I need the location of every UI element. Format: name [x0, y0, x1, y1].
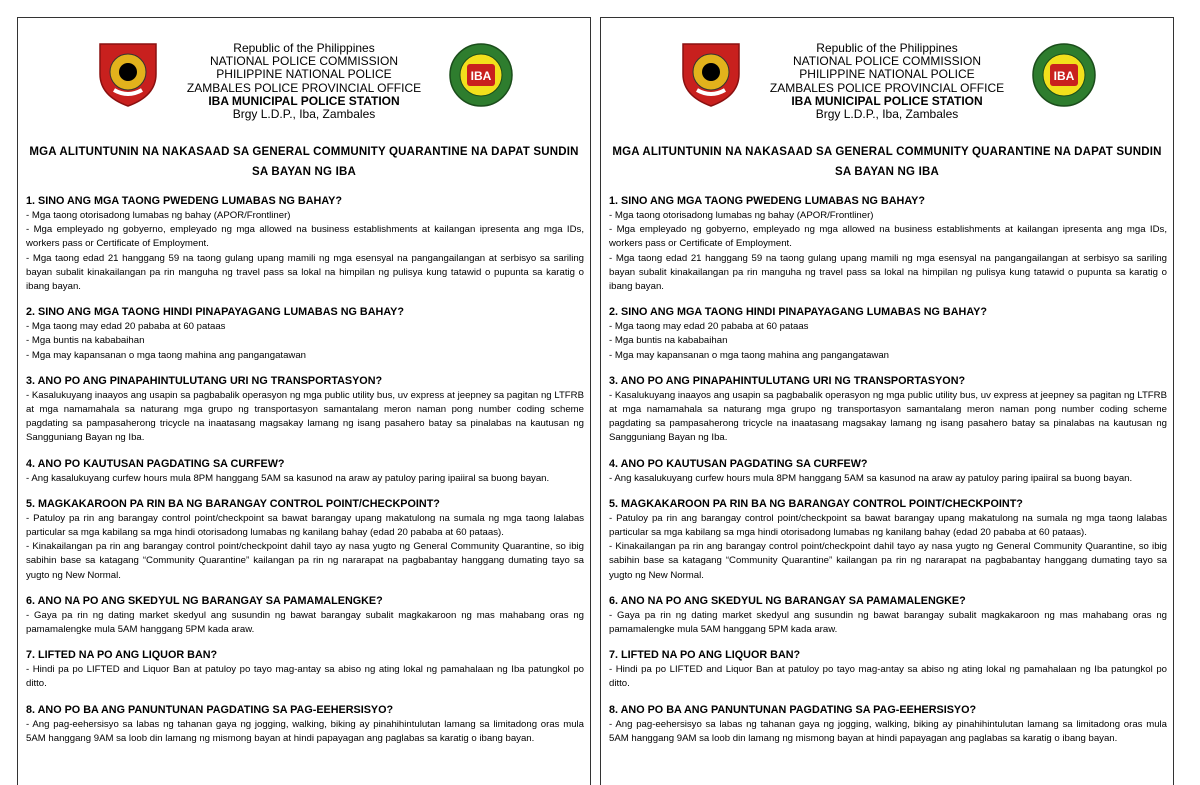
faq-question: 3. ANO PO ANG PINAPAHINTULUTANG URI NG TRANSPORTASYON?	[26, 374, 383, 387]
faq-answer-line: - Mga taong otorisadong lumabas ng bahay (APOR/Frontliner)	[609, 210, 874, 221]
faq-question: 1. SINO ANG MGA TAONG PWEDENG LUMABAS NG BAHAY?	[26, 195, 342, 207]
faq-section	[26, 305, 584, 363]
header-line-1: Republic of the Philippines	[816, 41, 958, 55]
letterhead	[18, 18, 590, 128]
faq-question: 7. LIFTED NA PO ANG LIQUOR BAN?	[26, 649, 218, 662]
faq-answer-line: - Mga may kapansanan o mga taong mahina ang pangangatawan	[26, 349, 307, 361]
faq-answer-line: - Mga may kapansanan o mga taong mahina ang pangangatawan	[609, 349, 890, 361]
faq-question: 2. SINO ANG MGA TAONG HINDI PINAPAYAGANG LUMABAS NG BAHAY?	[609, 306, 987, 319]
faq-body	[601, 194, 1173, 746]
faq-section	[26, 497, 584, 583]
seal-abbr: IBA	[1053, 69, 1075, 83]
faq-answer-line: - Hindi pa po LIFTED and Liquor Ban at patuloy po tayo mag-antay sa abiso ng ating lokal ng pamahalaan ng Iba patungkol po ditto.	[26, 664, 584, 690]
faq-question: 7. LIFTED NA PO ANG LIQUOR BAN?	[609, 649, 801, 662]
faq-answer-line: - Ang pag-eehersisyo sa labas ng tahanan gaya ng jogging, walking, biking ay pinahihintulutan lamang sa limitadong oras mula 5AM hanggang 9AM sa loob din lamang ng mismong bayan at hindi papayagan ang paglabas sa karatig o ibang bayan.	[26, 718, 584, 744]
faq-answer-line: - Mga taong may edad 20 pababa at 60 pataas	[26, 321, 226, 333]
iba-police-seal-icon	[448, 42, 514, 113]
faq-answer-line: - Mga empleyado ng gobyerno, empleyado ng mga allowed na business establishments at kailangan ipresenta ang mga IDs, workers pass or Certificate of Employment.	[609, 224, 1167, 250]
faq-answer-line: - Hindi pa po LIFTED and Liquor Ban at patuloy po tayo mag-antay sa abiso ng ating lokal ng pamahalaan ng Iba patungkol po ditto.	[609, 664, 1167, 690]
faq-section	[609, 374, 1167, 446]
faq-section	[609, 305, 1167, 363]
faq-answer-line: - Patuloy pa rin ang barangay control point/checkpoint sa bawat barangay upang makatulong na sumala ng mga taong lalabas particular sa mga kabilang sa mga hindi otorisadong lumabas ng kanilang bahay (edad 20 pababa at 60 pataas).	[26, 512, 584, 539]
flyer-right	[600, 17, 1174, 785]
header-line-1: Republic of the Philippines	[233, 41, 375, 55]
letterhead	[601, 18, 1173, 128]
faq-answer-line: - Mga taong may edad 20 pababa at 60 pataas	[609, 321, 809, 333]
faq-section	[26, 594, 584, 637]
header-line-6: Brgy L.D.P., Iba, Zambales	[232, 107, 376, 122]
faq-answer-line: - Kasalukuyang inaayos ang usapin sa pagbabalik operasyon ng mga public utility bus, uv express at jeepney sa pagitan ng LTFRB at mga namamahala sa naturang mga grupo ng transportasyon samantalang meron naman pong number coding scheme pagdating sa pampasaherong tricycle na inaatasang magsakay lamang ng isang pasahero batay sa pinalabas na kautusan ng Sangguniang Bayan ng Iba.	[26, 389, 584, 444]
faq-question: 4. ANO PO KAUTUSAN PAGDATING SA CURFEW?	[26, 457, 285, 470]
header-line-2: NATIONAL POLICE COMMISSION	[792, 54, 982, 69]
header-line-4: ZAMBALES POLICE PROVINCIAL OFFICE	[769, 80, 1005, 95]
faq-question: 8. ANO PO BA ANG PANUNTUNAN PAGDATING SA PAG-EEHERSISYO?	[26, 703, 394, 716]
iba-police-seal-icon	[1031, 42, 1097, 113]
faq-answer-line: - Kasalukuyang inaayos ang usapin sa pagbabalik operasyon ng mga public utility bus, uv express at jeepney sa pagitan ng LTFRB at mga namamahala sa naturang mga grupo ng transportasyon samantalang meron naman pong number coding scheme pagdating sa pampasaherong tricycle na inaatasang magsakay lamang ng isang pasahero batay sa pinalabas na kautusan ng Sangguniang Bayan ng Iba.	[609, 389, 1167, 444]
faq-answer-line: - Mga taong otorisadong lumabas ng bahay (APOR/Frontliner)	[26, 210, 291, 221]
faq-answer-line: - Ang pag-eehersisyo sa labas ng tahanan gaya ng jogging, walking, biking ay pinahihintulutan lamang sa limitadong oras mula 5AM hanggang 9AM sa loob din lamang ng mismong bayan at hindi papayagan ang paglabas sa karatig o ibang bayan.	[609, 718, 1167, 744]
header-line-3: PHILIPPINE NATIONAL POLICE	[799, 67, 975, 82]
faq-question: 1. SINO ANG MGA TAONG PWEDENG LUMABAS NG BAHAY?	[609, 195, 925, 207]
faq-answer-line: - Gaya pa rin ng dating market skedyul ang susundin ng bawat barangay subalit magkakaroon ng mas mahabang oras ng pamamalengke mula 5AM hanggang 5PM kada araw.	[26, 609, 584, 636]
header-line-5: IBA MUNICIPAL POLICE STATION	[208, 93, 400, 108]
header-line-3: PHILIPPINE NATIONAL POLICE	[216, 67, 392, 82]
faq-question: 3. ANO PO ANG PINAPAHINTULUTANG URI NG TRANSPORTASYON?	[609, 374, 966, 387]
faq-answer-line: - Mga buntis na kababaihan	[26, 335, 145, 347]
faq-section	[609, 457, 1167, 486]
header-line-5: IBA MUNICIPAL POLICE STATION	[791, 93, 983, 108]
faq-section	[26, 457, 584, 486]
header-line-2: NATIONAL POLICE COMMISSION	[209, 54, 399, 69]
header-line-4: ZAMBALES POLICE PROVINCIAL OFFICE	[186, 80, 422, 95]
faq-question: 6. ANO NA PO ANG SKEDYUL NG BARANGAY SA PAMAMALENGKE?	[609, 594, 966, 607]
faq-answer-line: - Ang kasalukuyang curfew hours mula 8PM hanggang 5AM sa kasunod na araw ay patuloy paring ipaiiral sa buong bayan.	[609, 472, 1133, 484]
faq-question: 5. MAGKAKAROON PA RIN BA NG BARANGAY CONTROL POINT/CHECKPOINT?	[26, 497, 440, 510]
faq-section	[26, 194, 584, 294]
faq-answer-line: - Kinakailangan pa rin ang barangay control point/checkpoint dahil tayo ay nasa yugto ng General Community Quarantine, so ibig sabihin base sa katagang “Community Quarantine” kailangan pa rin ng nararapat na pagbabantay hanggang dumating tayo sa yugto ng New Normal.	[26, 541, 584, 581]
faq-question: 8. ANO PO BA ANG PANUNTUNAN PAGDATING SA PAG-EEHERSISYO?	[609, 703, 977, 716]
faq-section	[609, 703, 1167, 746]
faq-answer-line: - Patuloy pa rin ang barangay control point/checkpoint sa bawat barangay upang makatulong na sumala ng mga taong lalabas particular sa mga kabilang sa mga hindi otorisadong lumabas ng kanilang bahay (edad 20 pababa at 60 pataas).	[609, 512, 1167, 539]
faq-section	[26, 374, 584, 446]
page-title: MGA ALITUNTUNIN NA NAKASAAD SA GENERAL COMMUNITY QUARANTINE NA DAPAT SUNDIN SA BAYAN NG IBA	[29, 146, 579, 178]
faq-answer-line: - Mga taong edad 21 hanggang 59 na taong gulang upang mamili ng mga esensyal na pangangailangan at serbisyo sa sariling bayan subalit kinakailangan pa rin manguha ng travel pass sa lokal na himpilan ng pulisya kung tatawid o pupunta sa karatig o ibang bayan.	[609, 252, 1167, 293]
faq-question: 4. ANO PO KAUTUSAN PAGDATING SA CURFEW?	[609, 457, 868, 470]
faq-question: 5. MAGKAKAROON PA RIN BA NG BARANGAY CONTROL POINT/CHECKPOINT?	[609, 497, 1023, 510]
seal-abbr: IBA	[470, 69, 492, 83]
faq-section	[609, 648, 1167, 691]
faq-answer-line: - Mga buntis na kababaihan	[609, 335, 728, 347]
faq-answer-line: - Mga taong edad 21 hanggang 59 na taong gulang upang mamili ng mga esensyal na pangangailangan at serbisyo sa sariling bayan subalit kinakailangan pa rin manguha ng travel pass sa lokal na himpilan ng pulisya kung tatawid o pupunta sa karatig o ibang bayan.	[26, 252, 584, 293]
faq-answer-line: - Mga empleyado ng gobyerno, empleyado ng mga allowed na business establishments at kailangan ipresenta ang mga IDs, workers pass or Certificate of Employment.	[26, 224, 584, 250]
faq-body	[18, 194, 590, 746]
faq-section	[609, 194, 1167, 294]
header-line-6: Brgy L.D.P., Iba, Zambales	[815, 107, 959, 122]
faq-section	[609, 594, 1167, 637]
page-title: MGA ALITUNTUNIN NA NAKASAAD SA GENERAL COMMUNITY QUARANTINE NA DAPAT SUNDIN SA BAYAN NG IBA	[612, 146, 1162, 178]
flyer-left	[17, 17, 591, 785]
faq-answer-line: - Kinakailangan pa rin ang barangay control point/checkpoint dahil tayo ay nasa yugto ng General Community Quarantine, so ibig sabihin base sa katagang “Community Quarantine” kailangan pa rin ng nararapat na pagbabantay hanggang dumating tayo sa yugto ng New Normal.	[609, 541, 1167, 581]
faq-answer-line: - Gaya pa rin ng dating market skedyul ang susundin ng bawat barangay subalit magkakaroon ng mas mahabang oras ng pamamalengke mula 5AM hanggang 5PM kada araw.	[609, 609, 1167, 636]
faq-section	[26, 648, 584, 691]
faq-question: 6. ANO NA PO ANG SKEDYUL NG BARANGAY SA PAMAMALENGKE?	[26, 594, 383, 607]
faq-section	[26, 703, 584, 746]
faq-section	[609, 497, 1167, 583]
faq-question: 2. SINO ANG MGA TAONG HINDI PINAPAYAGANG LUMABAS NG BAHAY?	[26, 306, 404, 319]
faq-answer-line: - Ang kasalukuyang curfew hours mula 8PM hanggang 5AM sa kasunod na araw ay patuloy paring ipaiiral sa buong bayan.	[26, 472, 550, 484]
